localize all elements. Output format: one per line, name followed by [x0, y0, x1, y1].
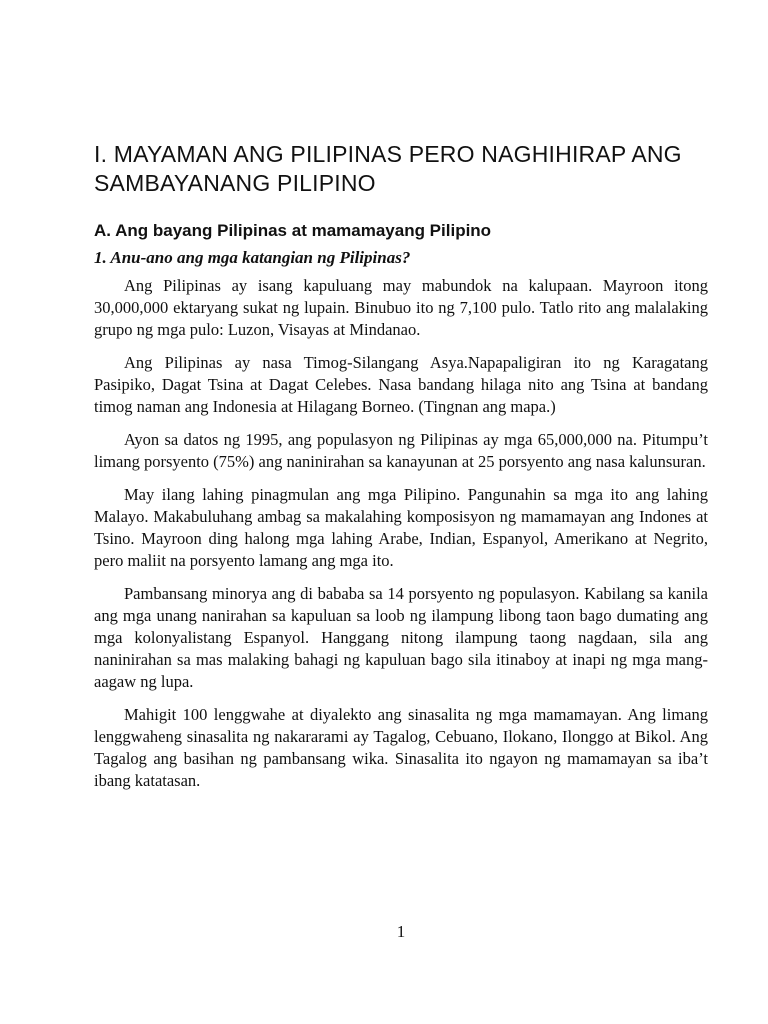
paragraph-2: Ang Pilipinas ay nasa Timog-Silangang Asya.Napapaligiran ito ng Karagatang Pasipiko, Dagat Tsina at Dagat Celebes. Nasa bandang hilaga nito ang Tsina at bandang timog naman ang Indonesia at Hilagang Borneo. (Tingnan ang mapa.)	[94, 353, 708, 416]
paragraph-6: Mahigit 100 lenggwahe at diyalekto ang sinasalita ng mga mamamayan. Ang limang lenggwaheng sinasalita ng nakararami ay Tagalog, Cebuano, Ilokano, Ilonggo at Bikol. Ang Tagalog ang basihan ng pambansang wika. Sinasalita ito ngayon ng mamamayan sa iba’t ibang katatasan.	[94, 705, 708, 790]
paragraph-5: Pambansang minorya ang di bababa sa 14 porsyento ng populasyon. Kabilang sa kanila ang mga unang nanirahan sa kapuluan sa loob ng ilampung libong taon bago dumating ang mga kolonyalistang Espanyol. Hanggang nitong ilampung taong nagdaan, sila ang naninirahan sa mas malaking bahagi ng kapuluan bago sila itinaboy at inapi ng mga mang-aagaw ng lupa.	[94, 584, 708, 691]
page-number: 1	[396, 922, 406, 941]
paragraph-4: May ilang lahing pinagmulan ang mga Pilipino. Pangunahin sa mga ito ang lahing Malayo. Makabuluhang ambag sa makalahing komposisyon ng mamamayan ang Indones at Tsino. Mayroon ding halong mga lahing Arabe, Indian, Espanyol, Amerikano at Negrito, pero maliit na porsyento lamang ang mga ito.	[94, 485, 708, 570]
section-heading: A. Ang bayang Pilipinas at mamamayang Pilipino	[94, 221, 492, 240]
sub-heading: 1. Anu-ano ang mga katangian ng Pilipinas?	[94, 248, 411, 267]
paragraph-1: Ang Pilipinas ay isang kapuluang may mabundok na kalupaan. Mayroon itong 30,000,000 ektaryang sukat ng lupain. Binubuo ito ng 7,100 pulo. Tatlo rito ang malalaking grupo ng mga pulo: Luzon, Visayas at Mindanao.	[94, 276, 708, 339]
paragraph-3: Ayon sa datos ng 1995, ang populasyon ng Pilipinas ay mga 65,000,000 na. Pitumpu’t limang porsyento (75%) ang naninirahan sa kanayunan at 25 porsyento ang nasa kalunsuran.	[94, 430, 708, 471]
chapter-title: I. MAYAMAN ANG PILIPINAS PERO NAGHIHIRAP ANG SAMBAYANANG PILIPINO	[94, 141, 682, 196]
page-content	[94, 140, 708, 792]
